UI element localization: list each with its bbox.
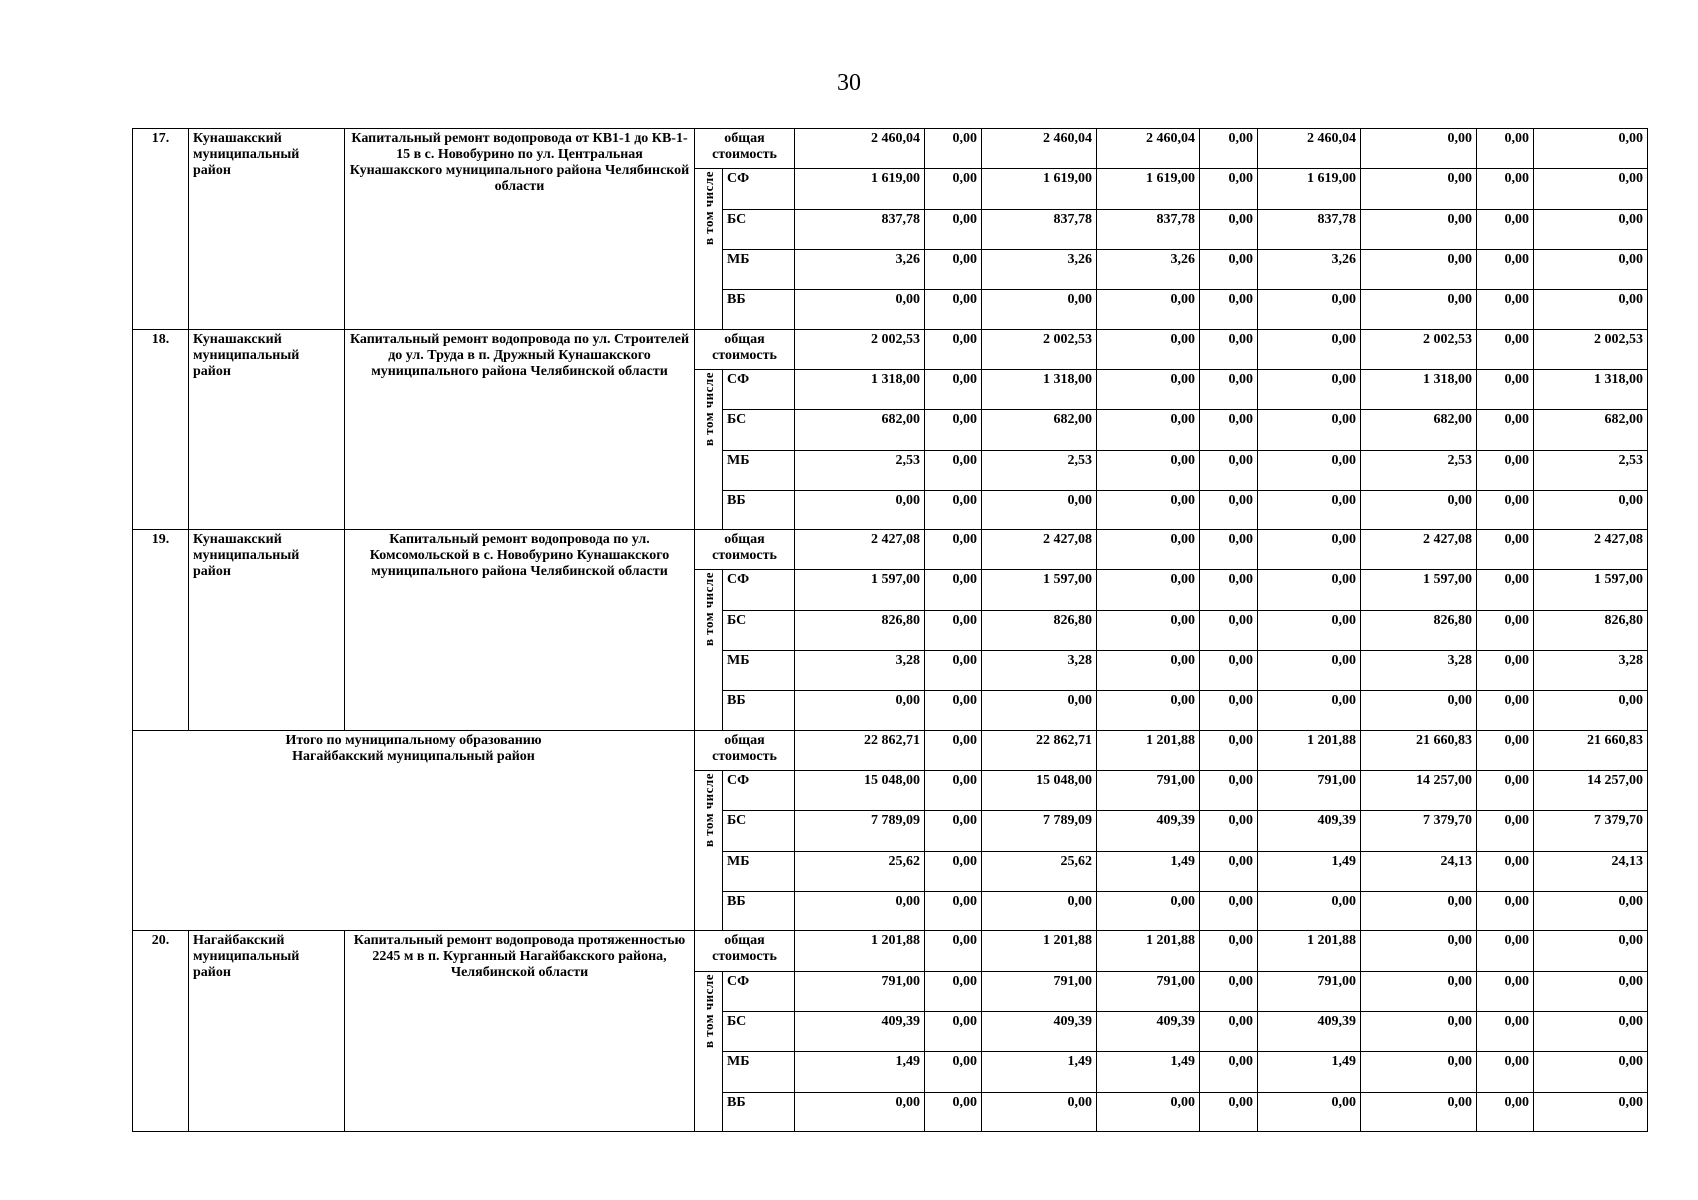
value-cell: 837,78 xyxy=(1258,209,1361,249)
funding-source: МБ xyxy=(723,249,795,289)
value-cell: 0,00 xyxy=(1200,1092,1258,1132)
value-cell: 0,00 xyxy=(1477,770,1534,810)
value-cell: 2 002,53 xyxy=(1361,329,1477,369)
value-cell: 0,00 xyxy=(1477,691,1534,730)
value-cell: 1 201,88 xyxy=(982,931,1097,971)
value-cell: 0,00 xyxy=(982,290,1097,329)
value-cell: 2,53 xyxy=(1534,450,1648,490)
including-label xyxy=(695,570,723,730)
value-cell: 1,49 xyxy=(1258,1052,1361,1092)
value-cell: 0,00 xyxy=(1534,209,1648,249)
funding-source: СФ xyxy=(723,570,795,610)
value-cell: 409,39 xyxy=(795,1011,925,1051)
value-cell: 0,00 xyxy=(1097,891,1200,930)
table-row xyxy=(133,129,1648,169)
value-cell: 0,00 xyxy=(1477,1052,1534,1092)
value-cell: 0,00 xyxy=(1097,290,1200,329)
value-cell: 3,28 xyxy=(982,651,1097,691)
value-cell: 0,00 xyxy=(982,891,1097,930)
value-cell: 0,00 xyxy=(925,811,982,851)
value-cell: 0,00 xyxy=(1534,971,1648,1011)
value-cell: 0,00 xyxy=(1477,329,1534,369)
funding-source: СФ xyxy=(723,770,795,810)
value-cell: 1,49 xyxy=(1258,851,1361,891)
value-cell: 0,00 xyxy=(1258,570,1361,610)
total-label-line: Итого по муниципальному образованию xyxy=(285,732,542,748)
value-cell: 409,39 xyxy=(982,1011,1097,1051)
value-cell: 0,00 xyxy=(1200,369,1258,409)
value-cell: 0,00 xyxy=(1534,1092,1648,1132)
object-description: Капитальный ремонт водопровода по ул. Строителей до ул. Труда в п. Дружный Кунашакского муниципального района Челябинской области xyxy=(345,329,695,530)
value-cell: 0,00 xyxy=(1477,931,1534,971)
value-cell: 1 318,00 xyxy=(795,369,925,409)
value-cell: 2 427,08 xyxy=(1361,530,1477,570)
value-cell: 0,00 xyxy=(1258,329,1361,369)
value-cell: 3,26 xyxy=(795,249,925,289)
value-cell: 0,00 xyxy=(795,691,925,730)
value-cell: 2 002,53 xyxy=(982,329,1097,369)
value-cell: 2 427,08 xyxy=(795,530,925,570)
value-cell: 7 379,70 xyxy=(1361,811,1477,851)
value-cell: 0,00 xyxy=(925,691,982,730)
value-cell: 0,00 xyxy=(1361,209,1477,249)
including-text: в том числе xyxy=(700,371,716,446)
value-cell: 0,00 xyxy=(925,490,982,529)
value-cell: 1 597,00 xyxy=(795,570,925,610)
value-cell: 0,00 xyxy=(1097,490,1200,529)
value-cell: 0,00 xyxy=(1200,209,1258,249)
value-cell: 0,00 xyxy=(1200,770,1258,810)
value-cell: 0,00 xyxy=(1534,891,1648,930)
including-label xyxy=(695,770,723,930)
value-cell: 0,00 xyxy=(925,971,982,1011)
value-cell: 3,28 xyxy=(1361,651,1477,691)
page-number: 30 xyxy=(837,70,861,96)
value-cell: 0,00 xyxy=(982,1092,1097,1132)
value-cell: 24,13 xyxy=(1534,851,1648,891)
value-cell: 682,00 xyxy=(1534,410,1648,450)
value-cell: 0,00 xyxy=(1200,450,1258,490)
value-cell: 0,00 xyxy=(925,169,982,209)
value-cell: 409,39 xyxy=(1258,811,1361,851)
value-cell: 1 318,00 xyxy=(982,369,1097,409)
value-cell: 409,39 xyxy=(1097,811,1200,851)
total-cost-label: общая стоимость xyxy=(695,931,795,971)
value-cell: 826,80 xyxy=(1361,610,1477,650)
value-cell: 1 619,00 xyxy=(1097,169,1200,209)
region-name: Кунашакский муниципальный район xyxy=(189,129,345,330)
total-label xyxy=(133,730,695,931)
value-cell: 0,00 xyxy=(1477,1011,1534,1051)
value-cell: 0,00 xyxy=(1258,530,1361,570)
funding-source: СФ xyxy=(723,369,795,409)
value-cell: 0,00 xyxy=(1477,490,1534,529)
value-cell: 14 257,00 xyxy=(1361,770,1477,810)
object-description: Капитальный ремонт водопровода от КВ1-1 до КВ-1-15 в с. Новобурино по ул. Центральная Кунашакского муниципального района Челябинской области xyxy=(345,129,695,330)
value-cell: 1,49 xyxy=(795,1052,925,1092)
value-cell: 791,00 xyxy=(1258,971,1361,1011)
value-cell: 0,00 xyxy=(1200,490,1258,529)
value-cell: 0,00 xyxy=(1258,891,1361,930)
value-cell: 791,00 xyxy=(1097,770,1200,810)
value-cell: 7 789,09 xyxy=(795,811,925,851)
value-cell: 0,00 xyxy=(1477,730,1534,770)
value-cell: 0,00 xyxy=(1477,290,1534,329)
value-cell: 0,00 xyxy=(982,490,1097,529)
value-cell: 0,00 xyxy=(1200,971,1258,1011)
value-cell: 24,13 xyxy=(1361,851,1477,891)
value-cell: 2 427,08 xyxy=(982,530,1097,570)
value-cell: 0,00 xyxy=(1200,891,1258,930)
value-cell: 3,26 xyxy=(982,249,1097,289)
value-cell: 826,80 xyxy=(982,610,1097,650)
value-cell: 3,26 xyxy=(1258,249,1361,289)
value-cell: 0,00 xyxy=(1477,891,1534,930)
value-cell: 0,00 xyxy=(1477,1092,1534,1132)
funding-source: МБ xyxy=(723,450,795,490)
value-cell: 0,00 xyxy=(1361,691,1477,730)
value-cell: 0,00 xyxy=(1200,691,1258,730)
funding-source: БС xyxy=(723,1011,795,1051)
funding-source: ВБ xyxy=(723,891,795,930)
value-cell: 0,00 xyxy=(925,570,982,610)
value-cell: 0,00 xyxy=(1200,1011,1258,1051)
value-cell: 0,00 xyxy=(1361,1092,1477,1132)
value-cell: 791,00 xyxy=(795,971,925,1011)
value-cell: 0,00 xyxy=(925,129,982,169)
value-cell: 0,00 xyxy=(925,410,982,450)
funding-source: БС xyxy=(723,811,795,851)
value-cell: 1 597,00 xyxy=(1361,570,1477,610)
value-cell: 0,00 xyxy=(1477,450,1534,490)
value-cell: 837,78 xyxy=(1097,209,1200,249)
value-cell: 0,00 xyxy=(1200,329,1258,369)
value-cell: 0,00 xyxy=(1258,450,1361,490)
value-cell: 0,00 xyxy=(1534,1011,1648,1051)
value-cell: 0,00 xyxy=(1200,570,1258,610)
total-cost-label: общая стоимость xyxy=(695,129,795,169)
value-cell: 0,00 xyxy=(1097,450,1200,490)
value-cell: 791,00 xyxy=(1258,770,1361,810)
value-cell: 2,53 xyxy=(1361,450,1477,490)
value-cell: 1 597,00 xyxy=(982,570,1097,610)
value-cell: 0,00 xyxy=(1258,490,1361,529)
value-cell: 0,00 xyxy=(1361,249,1477,289)
value-cell: 0,00 xyxy=(925,730,982,770)
value-cell: 0,00 xyxy=(1361,1011,1477,1051)
value-cell: 0,00 xyxy=(1097,691,1200,730)
including-text: в том числе xyxy=(700,772,716,847)
value-cell: 0,00 xyxy=(1361,490,1477,529)
including-text: в том числе xyxy=(700,171,716,246)
value-cell: 22 862,71 xyxy=(982,730,1097,770)
value-cell: 0,00 xyxy=(1200,811,1258,851)
value-cell: 25,62 xyxy=(795,851,925,891)
value-cell: 0,00 xyxy=(1477,410,1534,450)
value-cell: 0,00 xyxy=(925,1092,982,1132)
value-cell: 1 201,88 xyxy=(1097,931,1200,971)
value-cell: 0,00 xyxy=(925,369,982,409)
value-cell: 0,00 xyxy=(1097,530,1200,570)
value-cell: 0,00 xyxy=(1534,290,1648,329)
region-name: Кунашакский муниципальный район xyxy=(189,329,345,530)
value-cell: 22 862,71 xyxy=(795,730,925,770)
value-cell: 0,00 xyxy=(1200,129,1258,169)
funding-table xyxy=(132,128,1648,1132)
value-cell: 21 660,83 xyxy=(1361,730,1477,770)
value-cell: 0,00 xyxy=(1477,369,1534,409)
value-cell: 7 789,09 xyxy=(982,811,1097,851)
including-label xyxy=(695,169,723,329)
value-cell: 1,49 xyxy=(1097,851,1200,891)
value-cell: 409,39 xyxy=(1258,1011,1361,1051)
value-cell: 1 201,88 xyxy=(1258,931,1361,971)
value-cell: 0,00 xyxy=(1200,610,1258,650)
table-row xyxy=(133,530,1648,570)
including-text: в том числе xyxy=(700,572,716,647)
value-cell: 15 048,00 xyxy=(982,770,1097,810)
value-cell: 0,00 xyxy=(1534,691,1648,730)
value-cell: 0,00 xyxy=(1200,410,1258,450)
value-cell: 791,00 xyxy=(982,971,1097,1011)
value-cell: 826,80 xyxy=(795,610,925,650)
value-cell: 0,00 xyxy=(1200,851,1258,891)
value-cell: 0,00 xyxy=(1534,490,1648,529)
value-cell: 1 201,88 xyxy=(795,931,925,971)
value-cell: 0,00 xyxy=(925,610,982,650)
value-cell: 2 460,04 xyxy=(795,129,925,169)
value-cell: 3,26 xyxy=(1097,249,1200,289)
value-cell: 0,00 xyxy=(1200,290,1258,329)
value-cell: 0,00 xyxy=(1361,169,1477,209)
value-cell: 1 201,88 xyxy=(1258,730,1361,770)
value-cell: 0,00 xyxy=(1258,290,1361,329)
value-cell: 0,00 xyxy=(1477,249,1534,289)
value-cell: 0,00 xyxy=(1097,570,1200,610)
value-cell: 0,00 xyxy=(925,209,982,249)
value-cell: 25,62 xyxy=(982,851,1097,891)
value-cell: 0,00 xyxy=(1477,570,1534,610)
value-cell: 0,00 xyxy=(925,530,982,570)
row-index: 18. xyxy=(133,329,189,530)
value-cell: 0,00 xyxy=(1200,931,1258,971)
value-cell: 0,00 xyxy=(1258,610,1361,650)
value-cell: 0,00 xyxy=(1477,169,1534,209)
funding-source: ВБ xyxy=(723,691,795,730)
including-text: в том числе xyxy=(700,973,716,1048)
value-cell: 0,00 xyxy=(1258,1092,1361,1132)
value-cell: 0,00 xyxy=(925,770,982,810)
value-cell: 0,00 xyxy=(1477,851,1534,891)
value-cell: 0,00 xyxy=(1258,651,1361,691)
value-cell: 0,00 xyxy=(1097,369,1200,409)
value-cell: 0,00 xyxy=(1361,129,1477,169)
value-cell: 0,00 xyxy=(1097,651,1200,691)
value-cell: 2 460,04 xyxy=(982,129,1097,169)
total-cost-label: общая стоимость xyxy=(695,530,795,570)
value-cell: 14 257,00 xyxy=(1534,770,1648,810)
value-cell: 2 460,04 xyxy=(1258,129,1361,169)
funding-source: МБ xyxy=(723,851,795,891)
funding-source: ВБ xyxy=(723,490,795,529)
value-cell: 0,00 xyxy=(1097,1092,1200,1132)
value-cell: 0,00 xyxy=(1097,329,1200,369)
value-cell: 2 002,53 xyxy=(795,329,925,369)
value-cell: 1 619,00 xyxy=(982,169,1097,209)
value-cell: 1 318,00 xyxy=(1361,369,1477,409)
table-row xyxy=(133,931,1648,971)
object-description: Капитальный ремонт водопровода по ул. Комсомольской в с. Новобурино Кунашакского муниципального района Челябинской области xyxy=(345,530,695,731)
row-index: 19. xyxy=(133,530,189,731)
including-label xyxy=(695,369,723,529)
value-cell: 1,49 xyxy=(982,1052,1097,1092)
value-cell: 0,00 xyxy=(1097,410,1200,450)
value-cell: 0,00 xyxy=(1200,530,1258,570)
table-row xyxy=(133,329,1648,369)
value-cell: 0,00 xyxy=(925,891,982,930)
value-cell: 0,00 xyxy=(925,1011,982,1051)
value-cell: 2 460,04 xyxy=(1097,129,1200,169)
value-cell: 837,78 xyxy=(982,209,1097,249)
value-cell: 2,53 xyxy=(795,450,925,490)
value-cell: 3,28 xyxy=(1534,651,1648,691)
value-cell: 0,00 xyxy=(1534,129,1648,169)
value-cell: 0,00 xyxy=(1361,1052,1477,1092)
value-cell: 0,00 xyxy=(925,1052,982,1092)
value-cell: 7 379,70 xyxy=(1534,811,1648,851)
funding-source: СФ xyxy=(723,971,795,1011)
including-label xyxy=(695,971,723,1131)
value-cell: 0,00 xyxy=(1361,931,1477,971)
value-cell: 0,00 xyxy=(1200,651,1258,691)
value-cell: 1 619,00 xyxy=(1258,169,1361,209)
value-cell: 1 619,00 xyxy=(795,169,925,209)
value-cell: 1,49 xyxy=(1097,1052,1200,1092)
value-cell: 0,00 xyxy=(1258,410,1361,450)
value-cell: 0,00 xyxy=(925,651,982,691)
value-cell: 0,00 xyxy=(925,450,982,490)
funding-source: БС xyxy=(723,410,795,450)
value-cell: 0,00 xyxy=(795,290,925,329)
value-cell: 409,39 xyxy=(1097,1011,1200,1051)
value-cell: 0,00 xyxy=(1477,811,1534,851)
value-cell: 0,00 xyxy=(925,329,982,369)
value-cell: 0,00 xyxy=(1477,129,1534,169)
value-cell: 3,28 xyxy=(795,651,925,691)
value-cell: 0,00 xyxy=(1361,290,1477,329)
value-cell: 682,00 xyxy=(1361,410,1477,450)
value-cell: 0,00 xyxy=(795,490,925,529)
value-cell: 0,00 xyxy=(1534,169,1648,209)
value-cell: 0,00 xyxy=(1477,971,1534,1011)
table-row xyxy=(133,730,1648,770)
value-cell: 0,00 xyxy=(1534,931,1648,971)
total-cost-label: общая стоимость xyxy=(695,730,795,770)
region-name: Нагайбакский муниципальный район xyxy=(189,931,345,1132)
value-cell: 1 597,00 xyxy=(1534,570,1648,610)
value-cell: 0,00 xyxy=(1477,610,1534,650)
funding-source: МБ xyxy=(723,651,795,691)
value-cell: 2,53 xyxy=(982,450,1097,490)
value-cell: 0,00 xyxy=(795,1092,925,1132)
region-name: Кунашакский муниципальный район xyxy=(189,530,345,731)
value-cell: 0,00 xyxy=(925,249,982,289)
value-cell: 0,00 xyxy=(1200,730,1258,770)
funding-source: ВБ xyxy=(723,290,795,329)
value-cell: 0,00 xyxy=(1258,369,1361,409)
value-cell: 0,00 xyxy=(1258,691,1361,730)
value-cell: 0,00 xyxy=(1200,1052,1258,1092)
value-cell: 0,00 xyxy=(1534,1052,1648,1092)
value-cell: 0,00 xyxy=(1097,610,1200,650)
value-cell: 0,00 xyxy=(1361,891,1477,930)
row-index: 20. xyxy=(133,931,189,1132)
value-cell: 1 201,88 xyxy=(1097,730,1200,770)
row-index: 17. xyxy=(133,129,189,330)
value-cell: 682,00 xyxy=(982,410,1097,450)
value-cell: 826,80 xyxy=(1534,610,1648,650)
value-cell: 0,00 xyxy=(1477,209,1534,249)
value-cell: 682,00 xyxy=(795,410,925,450)
value-cell: 2 427,08 xyxy=(1534,530,1648,570)
value-cell: 2 002,53 xyxy=(1534,329,1648,369)
value-cell: 0,00 xyxy=(795,891,925,930)
value-cell: 0,00 xyxy=(925,290,982,329)
total-label-line: Нагайбакский муниципальный район xyxy=(292,748,535,764)
value-cell: 0,00 xyxy=(1361,971,1477,1011)
value-cell: 791,00 xyxy=(1097,971,1200,1011)
value-cell: 837,78 xyxy=(795,209,925,249)
value-cell: 15 048,00 xyxy=(795,770,925,810)
value-cell: 21 660,83 xyxy=(1534,730,1648,770)
value-cell: 0,00 xyxy=(925,851,982,891)
value-cell: 0,00 xyxy=(982,691,1097,730)
value-cell: 0,00 xyxy=(925,931,982,971)
object-description: Капитальный ремонт водопровода протяженностью 2245 м в п. Курганный Нагайбакского района, Челябинской области xyxy=(345,931,695,1132)
value-cell: 0,00 xyxy=(1200,169,1258,209)
value-cell: 0,00 xyxy=(1534,249,1648,289)
value-cell: 0,00 xyxy=(1477,530,1534,570)
funding-source: МБ xyxy=(723,1052,795,1092)
value-cell: 1 318,00 xyxy=(1534,369,1648,409)
funding-source: БС xyxy=(723,610,795,650)
value-cell: 0,00 xyxy=(1477,651,1534,691)
funding-source: СФ xyxy=(723,169,795,209)
funding-source: ВБ xyxy=(723,1092,795,1132)
funding-source: БС xyxy=(723,209,795,249)
total-cost-label: общая стоимость xyxy=(695,329,795,369)
value-cell: 0,00 xyxy=(1200,249,1258,289)
